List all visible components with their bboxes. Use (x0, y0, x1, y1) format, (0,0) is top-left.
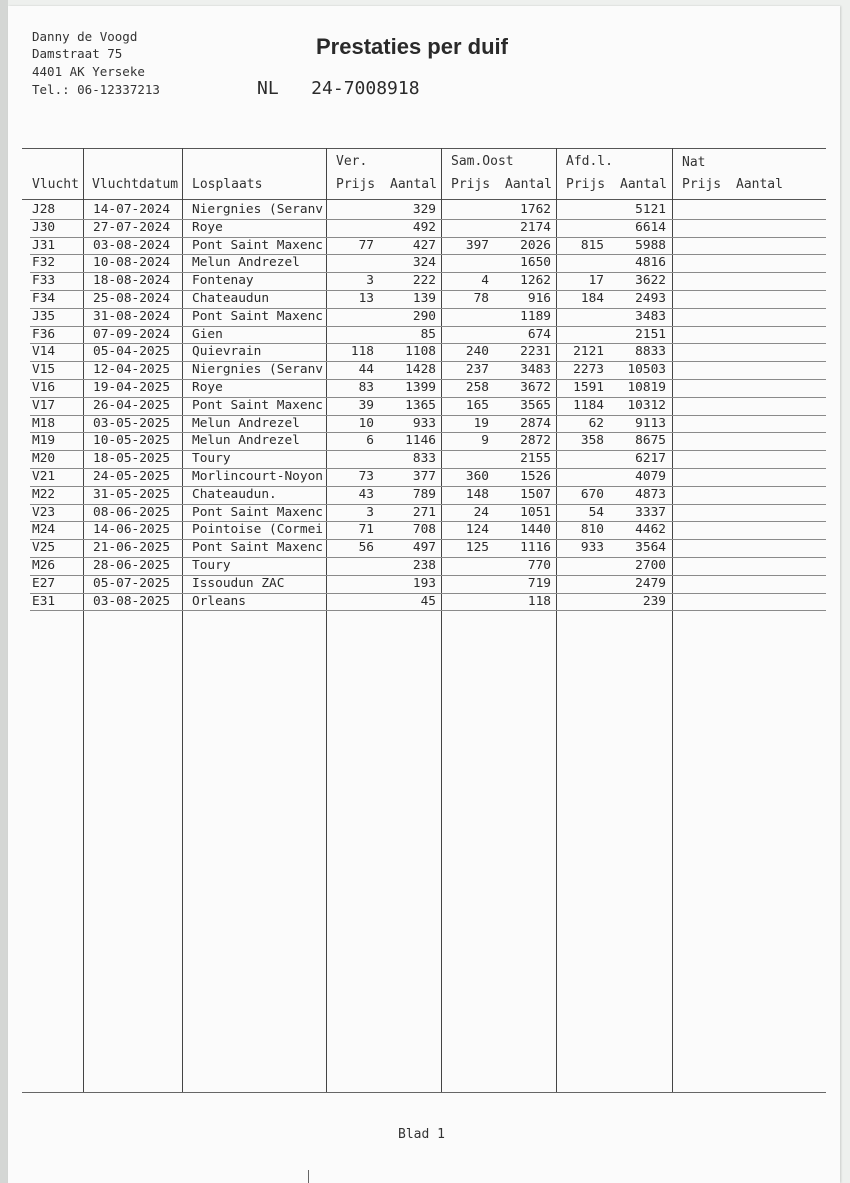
cell-ver-prijs: 6 (366, 433, 374, 449)
cell-vlucht: M26 (32, 558, 56, 573)
cell-ver-aantal: 271 (412, 504, 436, 520)
cell-vluchtdatum: 07-09-2024 (93, 326, 171, 342)
cell-vlucht: F33 (32, 273, 56, 289)
cell-sam-aantal: 118 (527, 593, 551, 609)
table-row (0, 450, 850, 468)
cell-losplaats: Melun Andrezel (192, 415, 300, 431)
cell-vlucht: V25 (32, 540, 56, 556)
header-group-afd: Afd.l. (566, 154, 613, 169)
cell-ver-aantal: 193 (412, 575, 436, 591)
cell-vlucht: M18 (32, 415, 56, 431)
cell-afd-aantal: 6614 (635, 219, 666, 235)
header-nat-aantal: Aantal (736, 177, 783, 192)
cell-ver-aantal: 833 (412, 451, 436, 467)
cell-ver-prijs: 3 (366, 504, 374, 520)
cell-losplaats: Pont Saint Maxenc (192, 397, 323, 413)
cell-vluchtdatum: 27-07-2024 (93, 219, 171, 235)
cell-vluchtdatum: 05-07-2025 (93, 575, 171, 591)
table-row (0, 415, 850, 433)
cell-sam-prijs: 237 (465, 362, 489, 378)
cell-afd-prijs: 184 (580, 291, 604, 306)
cell-ver-aantal: 324 (412, 255, 436, 271)
cell-vluchtdatum: 18-05-2025 (93, 451, 171, 467)
cell-sam-prijs: 78 (473, 291, 489, 306)
cell-afd-aantal: 5121 (635, 202, 666, 217)
cell-sam-prijs: 125 (465, 540, 489, 556)
cell-losplaats: Pont Saint Maxenc (192, 540, 323, 556)
page-title: Prestaties per duif (316, 34, 508, 59)
cell-vlucht: V23 (32, 504, 56, 520)
cell-ver-prijs: 43 (358, 486, 374, 502)
cell-sam-prijs: 397 (465, 237, 489, 253)
header-ver-prijs: Prijs (336, 177, 376, 192)
cell-sam-aantal: 3672 (520, 380, 551, 395)
cell-losplaats: Morlincourt-Noyon (192, 469, 323, 484)
cell-vluchtdatum: 03-05-2025 (93, 415, 171, 431)
cell-afd-prijs: 358 (580, 433, 604, 449)
header-losplaats: Losplaats (192, 177, 263, 192)
cell-sam-aantal: 3483 (520, 362, 551, 378)
cell-sam-aantal: 1262 (520, 273, 551, 289)
cell-sam-aantal: 2174 (520, 219, 551, 235)
header-bottom-border (22, 199, 826, 200)
cell-vluchtdatum: 14-07-2024 (93, 202, 171, 217)
header-afd-prijs: Prijs (566, 177, 606, 192)
cell-afd-aantal: 10312 (627, 397, 666, 413)
cell-ver-prijs: 44 (358, 362, 374, 378)
cell-sam-aantal: 1440 (520, 522, 551, 538)
cell-vluchtdatum: 24-05-2025 (93, 469, 171, 484)
cell-afd-aantal: 3622 (635, 273, 666, 289)
cell-losplaats: Chateaudun. (192, 486, 277, 502)
cell-sam-aantal: 3565 (520, 397, 551, 413)
table-row (0, 539, 850, 557)
page-number: Blad 1 (398, 1127, 445, 1142)
cell-afd-aantal: 4873 (635, 486, 666, 502)
table-top-border (22, 148, 826, 149)
cell-ver-aantal: 238 (412, 558, 436, 573)
cell-vlucht: F36 (32, 326, 56, 342)
table-row (0, 521, 850, 539)
table-row (0, 290, 850, 308)
cell-ver-prijs: 71 (358, 522, 374, 538)
cell-vluchtdatum: 18-08-2024 (93, 273, 171, 289)
cell-ver-aantal: 492 (412, 219, 436, 235)
cell-ver-aantal: 933 (412, 415, 436, 431)
cell-losplaats: Pointoise (Cormei (192, 522, 323, 538)
header-ver-aantal: Aantal (390, 177, 437, 192)
sender-phone: Tel.: 06-12337213 (32, 82, 160, 97)
cell-vlucht: J30 (32, 219, 56, 235)
table-row (0, 397, 850, 415)
cell-afd-prijs: 1184 (573, 397, 604, 413)
cell-losplaats: Roye (192, 219, 223, 235)
cell-losplaats: Issoudun ZAC (192, 575, 285, 591)
cell-sam-prijs: 9 (481, 433, 489, 449)
header-sam-aantal: Aantal (505, 177, 552, 192)
cell-afd-aantal: 5988 (635, 237, 666, 253)
row-separator (30, 610, 826, 611)
cell-afd-prijs: 62 (588, 415, 604, 431)
cell-vlucht: M19 (32, 433, 56, 449)
cell-afd-prijs: 933 (580, 540, 604, 556)
cell-vluchtdatum: 31-08-2024 (93, 308, 171, 324)
cell-afd-prijs: 54 (588, 504, 604, 520)
cell-losplaats: Niergnies (Seranv (192, 202, 323, 217)
table-row (0, 379, 850, 397)
cell-losplaats: Pont Saint Maxenc (192, 237, 323, 253)
scan-mark (308, 1170, 309, 1183)
cell-afd-aantal: 6217 (635, 451, 666, 467)
cell-sam-prijs: 148 (465, 486, 489, 502)
cell-afd-aantal: 2151 (635, 326, 666, 342)
table-row (0, 308, 850, 326)
cell-losplaats: Pont Saint Maxenc (192, 308, 323, 324)
cell-sam-prijs: 4 (481, 273, 489, 289)
cell-vluchtdatum: 03-08-2024 (93, 237, 171, 253)
cell-vluchtdatum: 03-08-2025 (93, 593, 171, 609)
cell-losplaats: Gien (192, 326, 223, 342)
header-vluchtdatum: Vluchtdatum (92, 177, 179, 192)
cell-vluchtdatum: 26-04-2025 (93, 397, 171, 413)
cell-sam-prijs: 24 (473, 504, 489, 520)
cell-sam-prijs: 258 (465, 380, 489, 395)
table-row (0, 272, 850, 290)
sender-city: 4401 AK Yerseke (32, 64, 145, 79)
cell-losplaats: Quievrain (192, 344, 262, 360)
cell-losplaats: Chateaudun (192, 291, 270, 306)
cell-sam-prijs: 124 (465, 522, 489, 538)
cell-afd-aantal: 2493 (635, 291, 666, 306)
cell-afd-prijs: 1591 (573, 380, 604, 395)
cell-ver-aantal: 427 (412, 237, 436, 253)
cell-ver-aantal: 1399 (405, 380, 436, 395)
cell-ver-prijs: 39 (358, 397, 374, 413)
table-row (0, 468, 850, 486)
cell-sam-aantal: 2872 (520, 433, 551, 449)
cell-afd-aantal: 239 (642, 593, 666, 609)
table-row (0, 575, 850, 593)
cell-vluchtdatum: 10-05-2025 (93, 433, 171, 449)
cell-vlucht: V15 (32, 362, 56, 378)
cell-vluchtdatum: 10-08-2024 (93, 255, 171, 271)
cell-sam-prijs: 19 (473, 415, 489, 431)
cell-losplaats: Pont Saint Maxenc (192, 504, 323, 520)
cell-sam-aantal: 2155 (520, 451, 551, 467)
cell-afd-aantal: 4462 (635, 522, 666, 538)
table-row (0, 201, 850, 219)
cell-afd-prijs: 670 (580, 486, 604, 502)
table-row (0, 486, 850, 504)
cell-losplaats: Orleans (192, 593, 246, 609)
cell-ver-aantal: 1108 (405, 344, 436, 360)
cell-sam-aantal: 1526 (520, 469, 551, 484)
cell-ver-aantal: 45 (420, 593, 436, 609)
cell-sam-aantal: 1116 (520, 540, 551, 556)
cell-ver-prijs: 77 (358, 237, 374, 253)
cell-ver-aantal: 1365 (405, 397, 436, 413)
cell-sam-aantal: 916 (527, 291, 551, 306)
cell-vluchtdatum: 05-04-2025 (93, 344, 171, 360)
cell-vlucht: J35 (32, 308, 56, 324)
cell-ver-aantal: 708 (412, 522, 436, 538)
cell-afd-aantal: 3483 (635, 308, 666, 324)
footer-divider (22, 1092, 826, 1093)
header-group-nat: Nat (682, 155, 706, 170)
cell-vlucht: F34 (32, 291, 56, 306)
cell-sam-aantal: 2026 (520, 237, 551, 253)
cell-sam-aantal: 674 (527, 326, 551, 342)
cell-afd-prijs: 810 (580, 522, 604, 538)
table-row (0, 219, 850, 237)
cell-ver-aantal: 1428 (405, 362, 436, 378)
cell-sam-aantal: 719 (527, 575, 551, 591)
cell-ver-aantal: 85 (420, 326, 436, 342)
cell-vlucht: E31 (32, 593, 56, 609)
cell-sam-aantal: 1051 (520, 504, 551, 520)
cell-afd-aantal: 8675 (635, 433, 666, 449)
table-row (0, 326, 850, 344)
cell-afd-aantal: 9113 (635, 415, 666, 431)
table-row (0, 361, 850, 379)
cell-afd-aantal: 3337 (635, 504, 666, 520)
cell-vluchtdatum: 21-06-2025 (93, 540, 171, 556)
cell-vlucht: M24 (32, 522, 56, 538)
cell-ver-aantal: 377 (412, 469, 436, 484)
table-row (0, 343, 850, 361)
cell-sam-prijs: 240 (465, 344, 489, 360)
header-vlucht: Vlucht (32, 177, 79, 192)
cell-ver-aantal: 497 (412, 540, 436, 556)
cell-sam-aantal: 2231 (520, 344, 551, 360)
cell-afd-prijs: 2273 (573, 362, 604, 378)
cell-losplaats: Toury (192, 558, 231, 573)
cell-vluchtdatum: 28-06-2025 (93, 558, 171, 573)
cell-losplaats: Melun Andrezel (192, 255, 300, 271)
cell-sam-prijs: 165 (465, 397, 489, 413)
cell-afd-aantal: 3564 (635, 540, 666, 556)
cell-vlucht: E27 (32, 575, 56, 591)
cell-vlucht: V16 (32, 380, 56, 395)
table-row (0, 593, 850, 611)
table-row (0, 504, 850, 522)
table-row (0, 557, 850, 575)
cell-ver-prijs: 13 (358, 291, 374, 306)
cell-afd-aantal: 10819 (627, 380, 666, 395)
sender-street: Damstraat 75 (32, 46, 123, 61)
cell-sam-aantal: 1762 (520, 202, 551, 217)
cell-afd-prijs: 815 (580, 237, 604, 253)
header-group-sam-oost: Sam.Oost (451, 154, 514, 169)
cell-afd-aantal: 4079 (635, 469, 666, 484)
cell-vlucht: J31 (32, 237, 56, 253)
cell-vlucht: V14 (32, 344, 56, 360)
cell-losplaats: Niergnies (Seranv (192, 362, 323, 378)
cell-sam-aantal: 1650 (520, 255, 551, 271)
sender-name: Danny de Voogd (32, 29, 138, 44)
cell-afd-prijs: 17 (588, 273, 604, 289)
cell-afd-aantal: 8833 (635, 344, 666, 360)
cell-vluchtdatum: 31-05-2025 (93, 486, 171, 502)
cell-vlucht: V21 (32, 469, 56, 484)
cell-sam-aantal: 1189 (520, 308, 551, 324)
cell-losplaats: Melun Andrezel (192, 433, 300, 449)
cell-ver-aantal: 329 (412, 202, 436, 217)
cell-ver-aantal: 789 (412, 486, 436, 502)
header-nat-prijs: Prijs (682, 177, 722, 192)
cell-ver-prijs: 118 (350, 344, 374, 360)
header-afd-aantal: Aantal (620, 177, 667, 192)
cell-ver-aantal: 1146 (405, 433, 436, 449)
cell-vlucht: M22 (32, 486, 56, 502)
cell-losplaats: Toury (192, 451, 231, 467)
header-sam-prijs: Prijs (451, 177, 491, 192)
header-group-ver: Ver. (336, 154, 368, 169)
cell-sam-aantal: 1507 (520, 486, 551, 502)
cell-ver-prijs: 56 (358, 540, 374, 556)
cell-sam-prijs: 360 (465, 469, 489, 484)
cell-vluchtdatum: 12-04-2025 (93, 362, 171, 378)
cell-ver-prijs: 3 (366, 273, 374, 289)
cell-ver-prijs: 83 (358, 380, 374, 395)
cell-vluchtdatum: 14-06-2025 (93, 522, 171, 538)
cell-vluchtdatum: 19-04-2025 (93, 380, 171, 395)
cell-losplaats: Fontenay (192, 273, 254, 289)
cell-afd-aantal: 2479 (635, 575, 666, 591)
table-row (0, 254, 850, 272)
cell-ver-aantal: 222 (412, 273, 436, 289)
cell-ver-prijs: 73 (358, 469, 374, 484)
cell-ver-prijs: 10 (358, 415, 374, 431)
cell-vlucht: F32 (32, 255, 56, 271)
table-row (0, 237, 850, 255)
cell-vluchtdatum: 25-08-2024 (93, 291, 171, 306)
table-row (0, 432, 850, 450)
pigeon-ring-number: NL 24-7008918 (257, 78, 420, 99)
cell-afd-aantal: 4816 (635, 255, 666, 271)
cell-vlucht: J28 (32, 202, 56, 217)
cell-ver-aantal: 139 (412, 291, 436, 306)
cell-sam-aantal: 2874 (520, 415, 551, 431)
cell-vlucht: V17 (32, 397, 56, 413)
cell-vluchtdatum: 08-06-2025 (93, 504, 171, 520)
cell-losplaats: Roye (192, 380, 223, 395)
cell-vlucht: M20 (32, 451, 56, 467)
cell-afd-aantal: 10503 (627, 362, 666, 378)
cell-afd-prijs: 2121 (573, 344, 604, 360)
cell-ver-aantal: 290 (412, 308, 436, 324)
cell-afd-aantal: 2700 (635, 558, 666, 573)
cell-sam-aantal: 770 (527, 558, 551, 573)
